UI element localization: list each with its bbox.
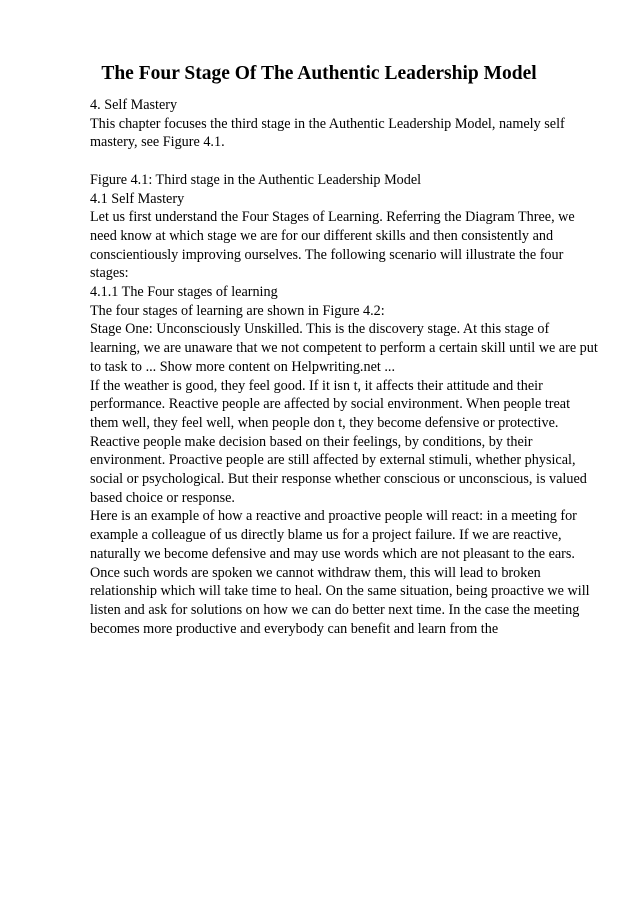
page-title: The Four Stage Of The Authentic Leadership Model xyxy=(101,63,537,84)
body-paragraph: The four stages of learning are shown in Figure 4.2: xyxy=(90,302,385,319)
figure-caption: Figure 4.1: Third stage in the Authentic Leadership Model xyxy=(90,171,422,188)
blank-line xyxy=(90,152,600,171)
body-paragraph: Stage One: Unconsciously Unskilled. This is the discovery stage. At this stage of learning, we are unaware that we not competent to perform a certain skill until we are put to task to ... Show more content on Helpwriting.net ... xyxy=(90,321,598,375)
body-paragraph: Here is an example of how a reactive and proactive people will react: in a meeting for example a colleague of us directly blame us for a project failure. If we are reactive, naturally we become defensive and may use words which are not pleasant to the ears. Once such words are spoken we cannot withdraw them, this will lead to broken relationship which will take time to heal. On the same situation, being proactive we will listen and ask for solutions on how we can do better next time. In the case the meeting becomes more productive and everybody can benefit and learn from the xyxy=(90,508,590,637)
body-paragraph: If the weather is good, they feel good. If it isn t, it affects their attitude and their performance. Reactive people are affected by social environment. When people treat them well, they feel well, when people don t, they become defensive or protective. Reactive people make decision based on their feelings, by conditions, by their environment. Proactive people are still affected by external stimuli, whether physical, social or psychological. But their response whether conscious or unconscious, is valued based choice or response. xyxy=(90,377,587,506)
body-paragraph: Let us first understand the Four Stages of Learning. Referring the Diagram Three, we need know at which stage we are for our different skills and then consistently and conscientiously improving ourselves. The following scenario will illustrate the four stages: xyxy=(90,209,575,282)
section-heading: 4. Self Mastery xyxy=(90,97,178,113)
subsection-heading: 4.1 Self Mastery xyxy=(90,190,185,207)
document-body xyxy=(90,96,600,638)
subsubsection-heading: 4.1.1 The Four stages of learning xyxy=(90,284,278,301)
intro-paragraph: This chapter focuses the third stage in the Authentic Leadership Model, namely self mastery, see Figure 4.1. xyxy=(90,115,565,151)
